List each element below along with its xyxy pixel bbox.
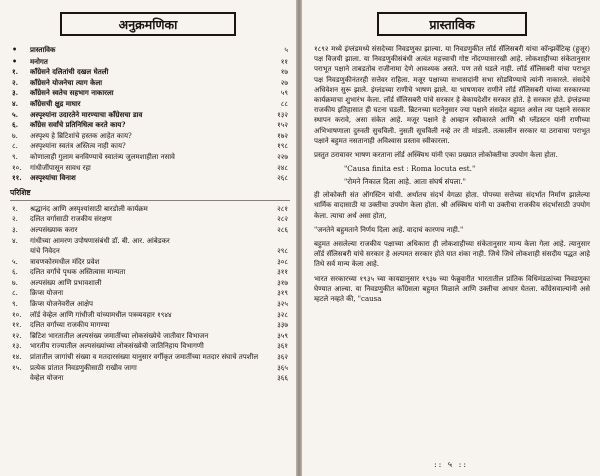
toc-entry-title: काँग्रेसची क्षुद्र माघार [30, 98, 81, 108]
toc-entry [8, 152, 288, 163]
toc-entry-number: ८. [12, 289, 18, 298]
toc-entry-page: १७ [280, 68, 288, 77]
translated-quote: "रोमने निकाल दिला आहे. आता संघर्ष संपला." [344, 177, 466, 187]
toc-entry-title: कोणालाही गुलाम बनविण्याचे स्वातंत्र्य जुलमशाहीला नसावे [30, 152, 175, 161]
toc-entry-title: लॉर्ड वेव्हेल आणि गांधीजी यांच्यामधील पत्रव्यवहार १९४४ [30, 310, 172, 319]
toc-entry [8, 320, 288, 331]
toc-entry-number: २. [12, 77, 19, 87]
toc-entry-page: २८६ [277, 225, 288, 234]
toc-entry-page: १९८ [277, 142, 288, 151]
toc-entry-number: १२. [12, 331, 22, 340]
toc-entry-number: १०. [12, 163, 22, 172]
toc-entry [8, 163, 288, 174]
toc-entry-page: ३६६ [277, 374, 288, 383]
toc-entry [8, 110, 288, 121]
toc-entry [8, 331, 288, 342]
toc-entry [8, 173, 288, 184]
toc-entry-title: ब्रिटिश भारतातील अल्पसंख्य जमातींच्या लोकसंख्येचे जातीवार विभाजन [30, 331, 209, 340]
toc-entry-title: प्रास्ताविक [30, 45, 56, 54]
toc-entry [8, 236, 288, 247]
toc-entry-number: ११. [12, 321, 22, 330]
toc-entry-number: ९. [12, 300, 18, 309]
toc-entry [8, 363, 288, 374]
toc-entry-number: २. [12, 215, 18, 224]
toc-entry-number: ९. [12, 152, 18, 161]
preface-page [302, 0, 600, 476]
toc-entry-number: ७. [12, 131, 18, 140]
contents-list [8, 44, 288, 184]
toc-entry-page: ३०८ [277, 257, 288, 266]
toc-entry-number: • [12, 55, 18, 66]
toc-entry-number: १३. [12, 342, 22, 351]
toc-entry-title: मनोगत [30, 56, 48, 66]
toc-entry-title: काँग्रेसने योजनेचा त्याग केला [30, 77, 103, 87]
toc-entry-page: २९८ [277, 247, 288, 256]
toc-entry-page: २६८ [277, 174, 288, 183]
toc-entry-title: दलित वर्गांच्या राजकीय मागण्या [30, 321, 110, 330]
toc-entry-page: ३१७ [277, 278, 288, 287]
appendix-heading: परिशिष्ट [10, 188, 290, 201]
toc-entry-number: ३. [12, 225, 18, 234]
toc-entry-title: काँग्रेस सर्वांचे प्रतिनिधित्व करते काय? [30, 120, 126, 130]
toc-entry-title: काँग्रेसने स्वतेच सहभाग नाकारला [30, 88, 114, 98]
toc-entry-page: ११ [280, 57, 288, 66]
toc-entry [8, 373, 288, 384]
toc-entry-page: ५ [284, 46, 288, 54]
toc-entry-number: ४. [12, 236, 18, 245]
toc-entry-page: ३१९ [277, 289, 288, 298]
contents-title: अनुक्रमणिका [60, 12, 236, 36]
toc-entry [8, 214, 288, 225]
toc-entry-title: वेव्हेल योजना [30, 374, 64, 383]
toc-entry-page: ८८ [280, 99, 288, 108]
toc-entry [8, 288, 288, 299]
toc-entry-page: ३६२ [277, 353, 288, 362]
toc-entry-title: अस्पृश्यांना स्वतंत्र अस्तित्व नाही काय? [30, 142, 126, 151]
toc-entry [8, 99, 288, 110]
appendix-list [8, 204, 288, 384]
toc-entry [8, 44, 288, 56]
toc-entry-page: ३२५ [277, 300, 288, 309]
toc-entry [8, 225, 288, 236]
preface-title: प्रास्ताविक [377, 12, 527, 36]
toc-entry-number: १५. [12, 363, 22, 372]
toc-entry [8, 341, 288, 352]
toc-entry-title: अस्पृश्यांना उदारतेने मारण्याचा काँग्रेसचा डाव [30, 109, 143, 119]
toc-entry-page: २८१ [277, 204, 288, 213]
toc-entry [8, 56, 288, 68]
toc-entry-page: २८२ [277, 215, 288, 224]
toc-entry-number: • [12, 44, 18, 54]
toc-entry-title: दलित वर्गांचे पृथक अस्तित्वास मान्यता [30, 268, 126, 277]
toc-entry [8, 352, 288, 363]
toc-entry [8, 299, 288, 310]
toc-entry-number: ५. [12, 109, 19, 119]
toc-entry-title: प्रत्येक प्रांतात निवडणुकीसाठी राखीव जागा [30, 363, 137, 372]
toc-entry [8, 88, 288, 99]
preface-paragraph: प्रस्तुत ठरावावर भाषण करताना लॉर्ड अस्क्विथ यांनी एका प्रख्यात लोकोक्तीचा उपयोग केला होता. [314, 151, 558, 160]
toc-entry-page: १५२ [277, 121, 288, 130]
toc-entry [8, 120, 288, 131]
toc-entry-title: भारतीय राज्यातील अल्पसंख्यांच्या लोकसंख्येची जातिनिहाय विभागणी [30, 342, 204, 351]
toc-entry [8, 267, 288, 278]
toc-entry-title: यांचे निवेदन [30, 247, 60, 256]
toc-entry-page: ३५९ [277, 331, 288, 340]
toc-entry-title: प्रांतातील जागांची संख्या व मतदारसंख्या यानुसार वर्गीकृत जमातींच्या मतदार संघाचे तपशील [30, 353, 259, 362]
toc-entry-number: १. [12, 204, 18, 213]
toc-entry-title: अल्पसंख्याक करार [30, 225, 78, 234]
toc-entry-page: २४८ [277, 163, 288, 172]
toc-entry-number: ४. [12, 98, 19, 108]
toc-entry [8, 204, 288, 215]
toc-entry-title: त्रावणकोरमधील मंदिर प्रवेश [30, 257, 100, 266]
preface-paragraph: "जनतेने बहुमताने निर्णय दिला आहे. वादाचं कारणच नाही." [314, 225, 464, 234]
toc-entry [8, 67, 288, 78]
toc-entry-title: क्रिप्स योजनेवरील आक्षेप [30, 300, 93, 309]
toc-entry-title: श्रद्धानंद आणि अस्पृश्यांसाठी बारडोली कार्यक्रम [30, 204, 148, 213]
toc-entry-page: ५९ [280, 89, 288, 98]
toc-entry-page: २७ [280, 78, 288, 87]
toc-entry-title: गांधीजींपासून सावध रहा [30, 163, 91, 172]
toc-entry-title: अस्पृश्य हे ब्रिटिशांचे हस्तक आहेत काय? [30, 131, 132, 140]
toc-entry [8, 310, 288, 321]
preface-paragraph: ही लोकोक्ती संत ऑगस्टिन यांची. अर्थातच संदर्भ वेगळा होता. पोपच्या सत्तेच्या संदर्भात निर्माण झालेल्या धार्मिक वादासाठी या उक्तीचा उपयोग केला होता. श्री अस्क्विथ यांनी या उक्तीचा राजकीय संदर्भासाठी उपयोग केला. त्याचा अर्थ असा होता, [314, 191, 590, 220]
toc-entry-title: गांधीच्या आमरण उपोषणासंबंधी डॉ. बी. आर. आंबेडकर [30, 236, 170, 245]
toc-entry-page: १७२ [277, 131, 288, 140]
toc-entry-title: क्रिप्स योजना [30, 289, 64, 298]
preface-paragraph: बहुमत असलेल्या राजकीय पक्षाच्या अधिकारा ही लोकशाहीच्या संकेतानुसार मान्य केला गेला आहे. त्यानुसार लॉर्ड सॅलिसबरी यांचे सरकार हे अल्पमत सरकार होते यात शंका नाही. जिथे जिथे लोकशाही संसदीय पद्धत आहे तिथे सर्व मान्य केला आहे. [314, 240, 590, 269]
toc-entry-number: ८. [12, 142, 18, 151]
toc-entry [8, 257, 288, 268]
toc-entry-number: ३. [12, 88, 19, 98]
toc-entry-number: ५. [12, 257, 18, 266]
toc-entry-number: १४. [12, 353, 22, 362]
toc-entry [8, 246, 288, 257]
toc-entry [8, 141, 288, 152]
toc-entry [8, 78, 288, 89]
toc-entry-page: ३६५ [277, 363, 288, 372]
toc-entry-number: ७. [12, 278, 18, 287]
toc-entry-title: अस्पृश्यांचा विनाश [30, 173, 76, 183]
page-number: :: ५ :: [433, 460, 469, 469]
toc-entry-title: दलित वर्गासाठी राजकीय संरक्षण [30, 215, 112, 224]
toc-entry [8, 131, 288, 142]
toc-entry-number: ११. [12, 173, 22, 183]
contents-page [0, 0, 296, 476]
toc-entry-page: ३२८ [277, 310, 288, 319]
toc-entry-title: काँग्रेसने दलितांची दखल घेतली [30, 67, 109, 77]
toc-entry-title: अल्पसंख्य आणि प्रभावशाली [30, 278, 102, 287]
toc-entry-number: १०. [12, 310, 22, 319]
latin-quote: "Causa finita est : Roma locuta est." [344, 164, 476, 174]
toc-entry-page: १३२ [277, 110, 288, 119]
toc-entry-page: ३३७ [277, 321, 288, 330]
preface-paragraph: भारत सरकारच्या १९३५ च्या कायद्यानुसार १९३७ च्या फेब्रुवारीत भारतातील प्रांतिक विधिमंडळांच्या निवडणुका घेण्यात आल्या. या निवडणुकीत काँग्रेसला बहुमत मिळाले आणि उक्तीचा आधार घेतला. काँग्रेसवाल्यांनी असे म्हटले नव्हते की, "causa [314, 274, 590, 304]
toc-entry-page: ३६१ [277, 342, 288, 351]
toc-entry-page: २२७ [277, 152, 288, 161]
preface-body [314, 44, 590, 304]
preface-paragraph: १८९२ मध्ये इंग्लंडमध्ये संसदेच्या निवडणुका झाल्या. या निवडणुकीत लॉर्ड सॅलिसबरी यांचा कॉन्झर्वेटिव्ह (हुजूर) पक्ष विजयी झाला. या निवडणुकीसंबंधी अत्यंत महत्त्वाची गोष्ट नोंदण्यासारखी आहे. लोकशाहीच्या संकेतानुसार पराभूत पक्षाने ताबडतोब राजीनामा देणे आवश्यक असते. पण तसे घडले नाही. लॉर्ड सॅलिसबरी यांचा पराभूत पक्ष निवडणुकीनंतरही सत्तेवर राहिला. मजूर पक्षाच्या सभासदांनी सभा सोडविण्याचे त्यांनी नाकारले. संसदेचे अधिवेशन सुरू झाले. इंग्लंडच्या राणीचे भाषण झाले. या भाषणावर राणीने लॉर्ड सॅलिसबरी यांच्या सरकारच्या कार्यक्रमाचा शुभारंभ केला. लॉर्ड सॅलिसबरी यांचे सरकार हे बेकायदेशीर सरकार होते. हे सरकार होते. इंग्लंडच्या राजकीय इतिहासात ही घटना घडली. ब्रिटनच्या घटनेनुसार ज्या पक्षाने संसदेत बहुमत असेल त्या पक्षाने सरकार स्थापन करावे, असा संकेत आहे. मजूर पक्षाने हे आव्हान स्वीकारले आणि श्री ग्लॅडस्टन यांनी राणीच्या अभिभाषणाला दुरुस्ती सुचविली. नुसती सूचविली नव्हे तर ती मांडली. तत्कालीन सरकार या ठरावाचा पराभूत पक्षाने बहुमत नसतानाही अविश्वास प्रस्ताव स्वीकारला. [314, 45, 590, 145]
toc-entry-number: ६. [12, 268, 18, 277]
toc-entry-number: ६. [12, 120, 19, 130]
toc-entry-number: १. [12, 67, 19, 77]
toc-entry [8, 278, 288, 289]
toc-entry-page: ३११ [277, 268, 288, 277]
